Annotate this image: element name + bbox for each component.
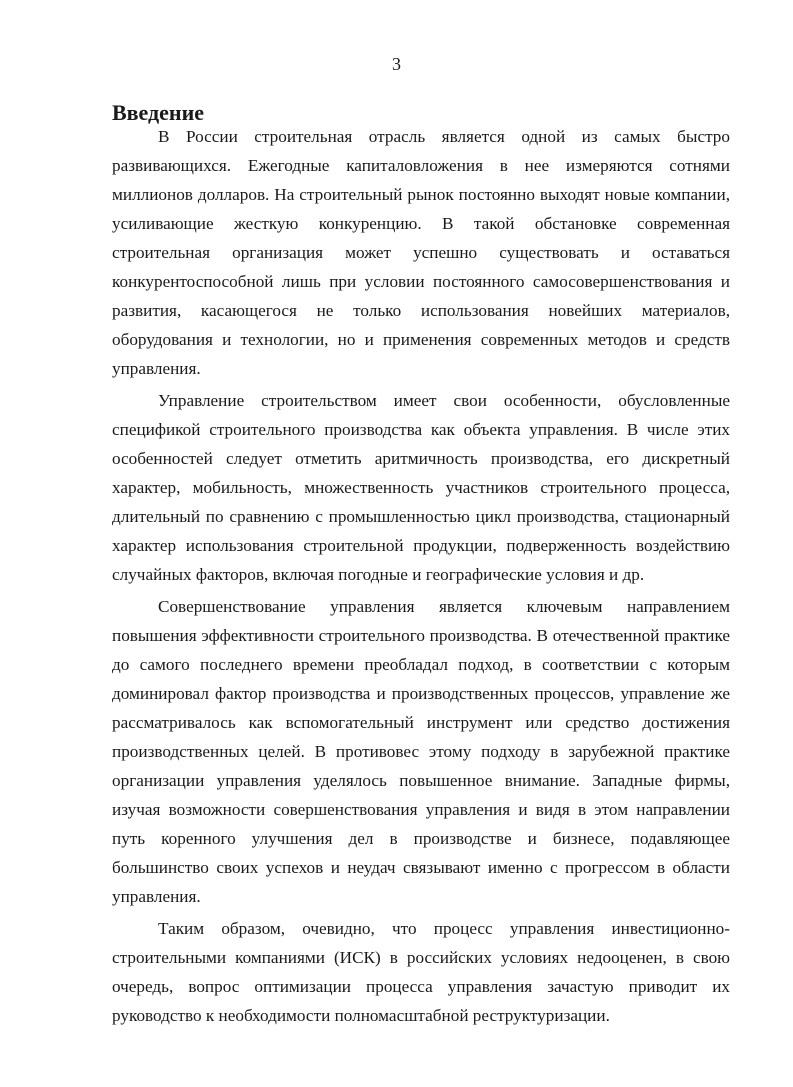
paragraph-3: Совершенствование управления является ключевым направлением повышения эффективности строительного производства. В отечественной практике до самого последнего времени преобладал подход, в соответствии с которым доминировал фактор производства и производственных процессов, управление же рассматривалось как вспомогательный инструмент или средство достижения производственных целей. В противовес этому подходу в зарубежной практике организации управления уделялось повышенное внимание. Западные фирмы, изучая возможности совершенствования управления и видя в этом направлении путь коренного улучшения дел в производстве и бизнесе, подавляющее большинство своих успехов и неудач связывают именно с прогрессом в области управления.: [112, 597, 730, 906]
section-heading: Введение: [112, 100, 205, 125]
paragraph-1: В России строительная отрасль является одной из самых быстро развивающихся. Ежегодные капиталовложения в нее измеряются сотнями миллионов долларов. На строительный рынок постоянно выходят новые компании, усиливающие жесткую конкуренцию. В такой обстановке современная строительная организация может успешно существовать и оставаться конкурентоспособной лишь при условии постоянного самосовершенствования и развития, касающегося не только использования новейших материалов, оборудования и технологии, но и применения современных методов и средств управления.: [112, 127, 730, 378]
paragraph-2: Управление строительством имеет свои особенности, обусловленные спецификой строительного производства как объекта управления. В числе этих особенностей следует отметить аритмичность производства, его дискретный характер, мобильность, множественность участников строительного процесса, длительный по сравнению с промышленностью цикл производства, стационарный характер использования строительной продукции, подверженность воздействию случайных факторов, включая погодные и географические условия и др.: [112, 391, 730, 584]
page-content: [112, 100, 730, 1030]
paragraph-4: Таким образом, очевидно, что процесс управления инвестиционно-строительными компаниями (ИСК) в российских условиях недооценен, в свою очередь, вопрос оптимизации процесса управления зачастую приводит их руководство к необходимости полномасштабной реструктуризации.: [112, 919, 730, 1025]
page-number: 3: [392, 54, 401, 74]
